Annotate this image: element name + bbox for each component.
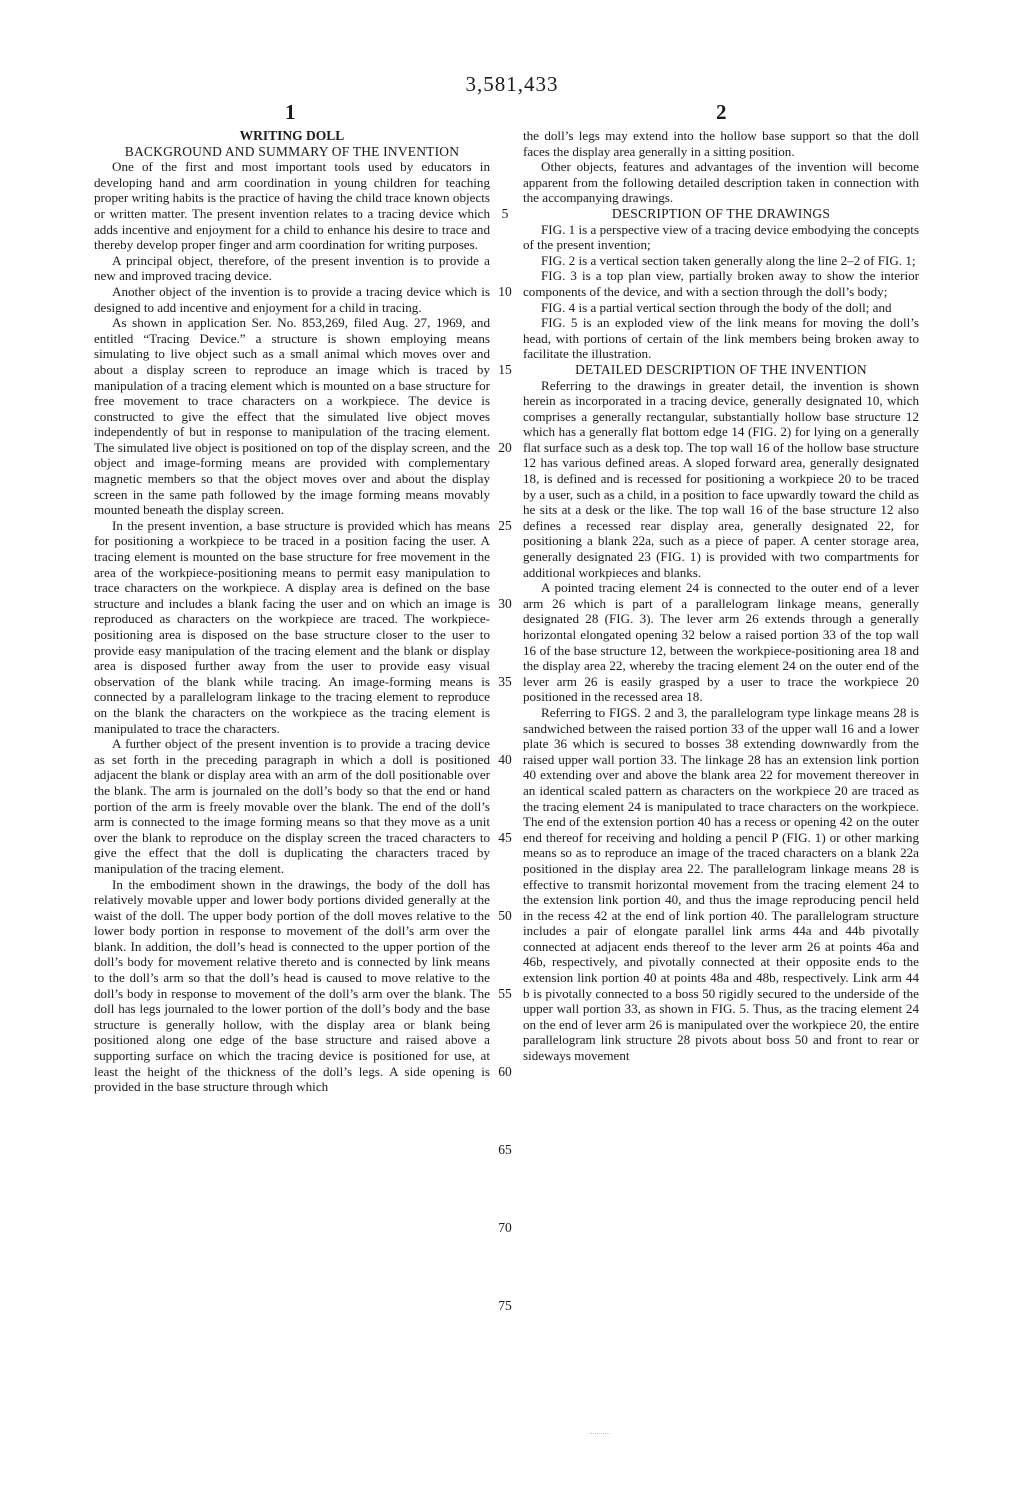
- line-number: 45: [498, 830, 512, 845]
- paragraph: the doll’s legs may extend into the hollow base support so that the doll faces the display area generally in a sitting position.: [523, 128, 919, 159]
- figure-description: FIG. 1 is a perspective view of a tracing device embodying the concepts of the present invention;: [523, 221, 919, 253]
- paragraph: Other objects, features and advantages of the invention will become apparent from the following detailed description taken in connection with the accompanying drawings.: [523, 159, 919, 206]
- paragraph: In the present invention, a base structure is provided which has means for positioning a workpiece to be traced in a position facing the user. A tracing element is mounted on the base structure for free movement in the area of the workpiece-positioning means to permit easy manipulation to trace characters on the workpiece. A display area is defined on the base structure and includes a blank facing the user and on which an image is reproduced as characters on the workpiece are traced. The workpiece-positioning area is disposed on the base structure closer to the user to provide easy manipulation of the tracing element and the blank or display area is disposed further away from the user to provide easy visual observation of the blank while tracing. An image-forming means is connected by a parallelogram linkage to the tracing element to reproduce on the blank the characters on the workpiece as the tracing element is manipulated to trace the characters.: [94, 517, 490, 736]
- line-number: 25: [498, 518, 512, 533]
- line-number: 20: [498, 440, 512, 455]
- paragraph: One of the first and most important tools used by educators in developing hand and arm coordination in young children for teaching proper writing habits is the practice of having the child trace known objects or written matter. The present invention relates to a tracing device which adds incentive and enjoyment for a child to enhance his desire to trace and thereby develop proper finger and arm coordination for writing purposes.: [94, 159, 490, 253]
- paragraph: As shown in application Ser. No. 853,269, filed Aug. 27, 1969, and entitled “Tracing Device.” a structure is shown employing means simulating to live object such as a small animal which moves over and about a display screen to reproduce an image which is traced by manipulation of a tracing element which is mounted on a base structure for free movement to trace characters on a workpiece. The device is constructed to give the effect that the simulated live object moves independently of but in response to manipulation of the tracing element. The simulated live object is positioned on top of the display screen, and the object and image-forming means are provided with complementary magnetic members so that the object moves over and about the display screen in the same path followed by the image forming means movably mounted beneath the display screen.: [94, 315, 490, 518]
- line-number: 50: [498, 908, 512, 923]
- figure-description: FIG. 4 is a partial vertical section through the body of the doll; and: [541, 299, 892, 315]
- section-heading-background: BACKGROUND AND SUMMARY OF THE INVENTION: [124, 143, 460, 159]
- line-number: 10: [498, 284, 512, 299]
- paragraph: A pointed tracing element 24 is connected to the outer end of a lever arm 26 which is part of a parallelogram linkage means, generally designated 28 (FIG. 3). The lever arm 26 extends through a generally horizontal elongated opening 32 below a raised portion 33 of the top wall 16 of the base structure 12, between the workpiece-positioning area 18 and the display area 22, whereby the tracing element 24 on the outer end of the lever arm 26 is easily grasped by a user to trace the workpiece 20 positioned in the recessed area 18.: [523, 580, 919, 705]
- line-number: 5: [501, 206, 509, 221]
- scan-artifact: [590, 1430, 610, 1434]
- line-number: 60: [498, 1064, 512, 1079]
- line-number: 65: [498, 1142, 512, 1157]
- line-number: 35: [498, 674, 512, 689]
- line-number: 70: [498, 1220, 512, 1235]
- figure-description: FIG. 5 is an exploded view of the link means for moving the doll’s head, with portions of certain of the link members being broken away to facilitate the illustration.: [523, 315, 919, 362]
- column-number-left: 1: [285, 100, 296, 124]
- figure-description: FIG. 3 is a top plan view, partially broken away to show the interior components of the device, and with a section through the doll’s body;: [523, 268, 919, 299]
- figure-description: FIG. 2 is a vertical section taken generally along the line 2–2 of FIG. 1;: [541, 252, 916, 268]
- paragraph: In the embodiment shown in the drawings, the body of the doll has relatively movable upper and lower body portions divided generally at the waist of the doll. The upper body portion of the doll moves relative to the lower body portion in response to movement of the doll’s arm over the blank. In addition, the doll’s head is connected to the upper portion of the doll’s body for movement relative thereto and is connected by link means to the doll’s arm so that the doll’s head is caused to move relative to the doll’s body in response to movement of the doll’s arm over the blank. The doll has legs journaled to the lower portion of the doll’s body and the base structure is generally hollow, with the display area or blank being positioned along one edge of the base structure and raised above a supporting surface on which the tracing device is positioned for use, at least the height of the thickness of the doll’s legs. A side opening is provided in the base structure through which: [94, 876, 490, 1095]
- document-title: WRITING DOLL: [239, 128, 345, 143]
- section-heading-detailed: DETAILED DESCRIPTION OF THE INVENTION: [575, 361, 867, 377]
- section-heading-drawings: DESCRIPTION OF THE DRAWINGS: [611, 205, 831, 221]
- paragraph: Referring to FIGS. 2 and 3, the parallelogram type linkage means 28 is sandwiched between the raised portion 33 of the upper wall 16 and a lower plate 36 which is secured to bosses 38 extending downwardly from the raised upper wall portion 33. The linkage 28 has an extension link portion 40 extending over and above the blank area 22 for movement thereover in an identical scaled pattern as characters on the workpiece 20 are traced as the tracing element 24 is manipulated to trace characters on the workpiece. The end of the extension portion 40 has a recess or opening 42 on the outer end thereof for receiving and holding a pencil P (FIG. 1) or other marking means so as to reproduce an image of the traced characters on a blank 22a positioned in the display area 22. The parallelogram linkage means 28 is effective to transmit horizontal movement from the tracing element 24 to the extension link portion 40, and thus the image reproducing pencil held in the recess 42 at the end of link portion 40. The parallelogram structure includes a pair of elongate parallel link arms 44a and 44b pivotally connected at adjacent ends thereof to the lever arm 26 at points 46a and 46b, respectively, and pivotally connected at their opposite ends to the extension link portion 40 at points 48a and 48b, respectively. Link arm 44 b is pivotally connected to a boss 50 rigidly secured to the underside of the upper wall portion 33, as shown in FIG. 5. Thus, as the tracing element 24 on the end of lever arm 26 is manipulated over the workpiece 20, the entire parallelogram link structure 28 pivots about boss 50 and front to rear or sideways movement: [523, 704, 919, 1064]
- line-number: 55: [498, 986, 512, 1001]
- right-text-column: [523, 128, 919, 1064]
- paragraph: A principal object, therefore, of the present invention is to provide a new and improved tracing device.: [94, 252, 490, 284]
- left-text-column: [94, 128, 490, 1095]
- line-number: 40: [498, 752, 512, 767]
- line-number: 15: [498, 362, 512, 377]
- paragraph: Another object of the invention is to provide a tracing device which is designed to add incentive and enjoyment for a child in tracing.: [94, 283, 490, 315]
- column-number-right: 2: [716, 100, 727, 124]
- paragraph: Referring to the drawings in greater detail, the invention is shown herein as incorporated in a tracing device, generally designated 10, which comprises a generally rectangular, substantially hollow base structure 12 which has a generally flat bottom edge 14 (FIG. 2) for lying on a generally flat surface such as a desk top. The top wall 16 of the hollow base structure 12 has various defined areas. A sloped forward area, generally designated 18, is defined and is recessed for positioning a workpiece 20 to be traced by a user, such as a child, in a position to face upwardly toward the child as he sits at a desk or the like. The top wall 16 of the base structure 12 also defines a recessed rear display area, generally designated 22, for positioning a blank 22a, such as a piece of paper. A center storage area, generally designated 23 (FIG. 1) is provided with two compartments for additional workpieces and blanks.: [523, 377, 919, 580]
- line-number: 75: [498, 1298, 512, 1313]
- patent-number: 3,581,433: [465, 72, 559, 96]
- line-number: 30: [498, 596, 512, 611]
- paragraph: A further object of the present invention is to provide a tracing device as set forth in the preceding paragraph in which a doll is positioned adjacent the blank or display area with an arm of the doll positionable over the blank. The arm is journaled on the doll’s body so that the end or hand portion of the arm is freely movable over the blank. The end of the doll’s arm is connected to the image forming means so that they move as a unit over the blank to reproduce on the display screen the traced characters to give the effect that the doll is duplicating the characters traced by manipulation of the tracing element.: [94, 736, 490, 876]
